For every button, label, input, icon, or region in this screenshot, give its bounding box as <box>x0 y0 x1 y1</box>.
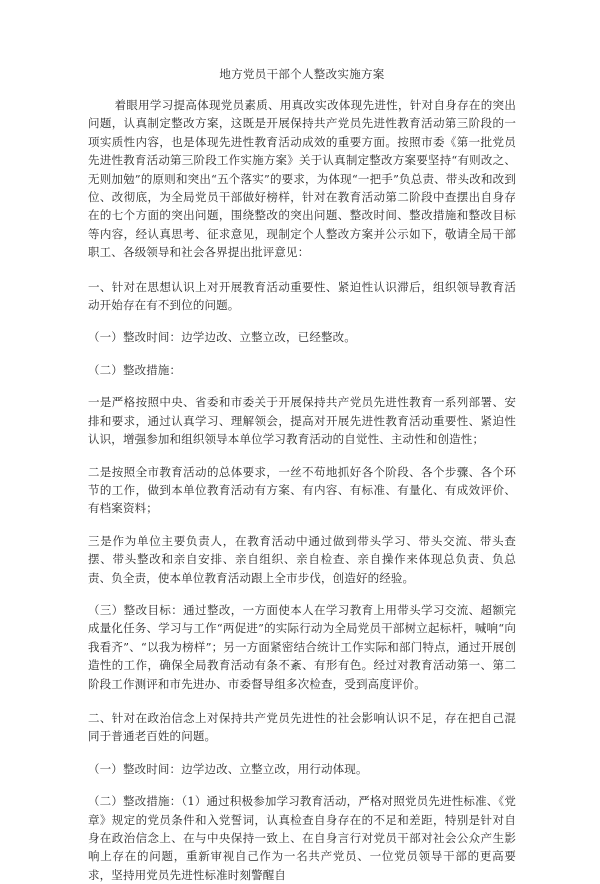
section-one-measure-2: 二是按照全市教育活动的总体要求，一丝不苟地抓好各个阶段、各个步骤、各个环节的工作，做到本单位教育活动有方案、有内容、有标准、有量化、有成效评价、有档案资料； <box>88 464 516 516</box>
section-two-heading: 二、针对在政治信念上对保持共产党员先进性的社会影响认识不足，存在把自己混同于普通老百姓的问题。 <box>88 710 516 744</box>
intro-paragraph: 着眼用学习提高体现党员素质、用真改实改体现先进性，针对自身存在的突出问题，认真制定整改方案，这既是开展保持共产党员先进性教育活动第三阶段的一项实质性内容，也是体现先进性教育活动成效的重要方面。按照市委《第一批党员先进性教育活动第三阶段工作实施方案》关于认真制定整改方案要坚持“有则改之、无则加勉”的原则和突出“五个落实”的要求，为体现“一把手”负总责、带头改和改到位、改彻底，为全局党员干部做好榜样，针对在教育活动第二阶段中查摆出自身存在的七个方面的突出问题，围绕整改的突出问题、整改时间、整改措施和整改目标等内容，经认真思考、征求意见，现制定个人整改方案并公示如下，敬请全局干部职工、各级领导和社会各界提出批评意见： <box>88 98 516 260</box>
section-two-rectify-time: （一）整改时间：边学边改、立整立改，用行动体现。 <box>88 761 368 776</box>
section-one-rectify-time: （一）整改时间：边学边改、立整立改，已经整改。 <box>88 330 356 345</box>
section-one-goal: （三）整改目标：通过整改，一方面使本人在学习教育上用带头学习交流、超额完成量化任务、学习与工作“两促进”的实际行动为全局党员干部树立起标杆，喊响“向我看齐”、“以我为榜样”；另一方面紧密结合统计工作实际和部门特点，通过开展创造性的工作，确保全局教育活动有条不紊、有形有色。经过对教育活动第一、第二阶段工作测评和市先进办、市委督导组多次检查，受到高度评价。 <box>88 602 516 691</box>
document-title: 地方党员干部个人整改实施方案 <box>219 67 385 81</box>
section-one-measure-1: 一是严格按照中央、省委和市委关于开展保持共产党员先进性教育一系列部署、安排和要求，通过认真学习、理解领会，提高对开展先进性教育活动重要性、紧迫性认识，增强参加和组织领导本单位学习教育活动的自觉性、主动性和创造性； <box>88 395 516 447</box>
section-one-measure-3: 三是作为单位主要负责人，在教育活动中通过做到带头学习、带头交流、带头查摆、带头整改和亲自安排、亲自组织、亲自检查、亲自操作来体现总负责、负总责、负全责，使本单位教育活动跟上全市步伐，创造好的经验。 <box>88 533 516 585</box>
section-one-heading: 一、针对在思想认识上对开展教育活动重要性、紧迫性认识滞后，组织领导教育活动开始存在有不到位的问题。 <box>88 279 516 313</box>
document-page <box>88 66 516 884</box>
section-two-measures: （二）整改措施：（1）通过积极参加学习教育活动，严格对照党员先进性标准、《党章》规定的党员条件和入党誓词，认真检查自身存在的不足和差距，特别是针对自身在政治信念上、在与中央保持一致上、在自身言行对党员干部对社会公众产生影响上存在的问题，重新审视自己作为一名共产党员、一位党员领导干部的更高要求，坚持用党员先进性标准时刻警醒自 <box>88 794 516 882</box>
section-one-measures-heading: （二）整改措施： <box>88 362 182 377</box>
